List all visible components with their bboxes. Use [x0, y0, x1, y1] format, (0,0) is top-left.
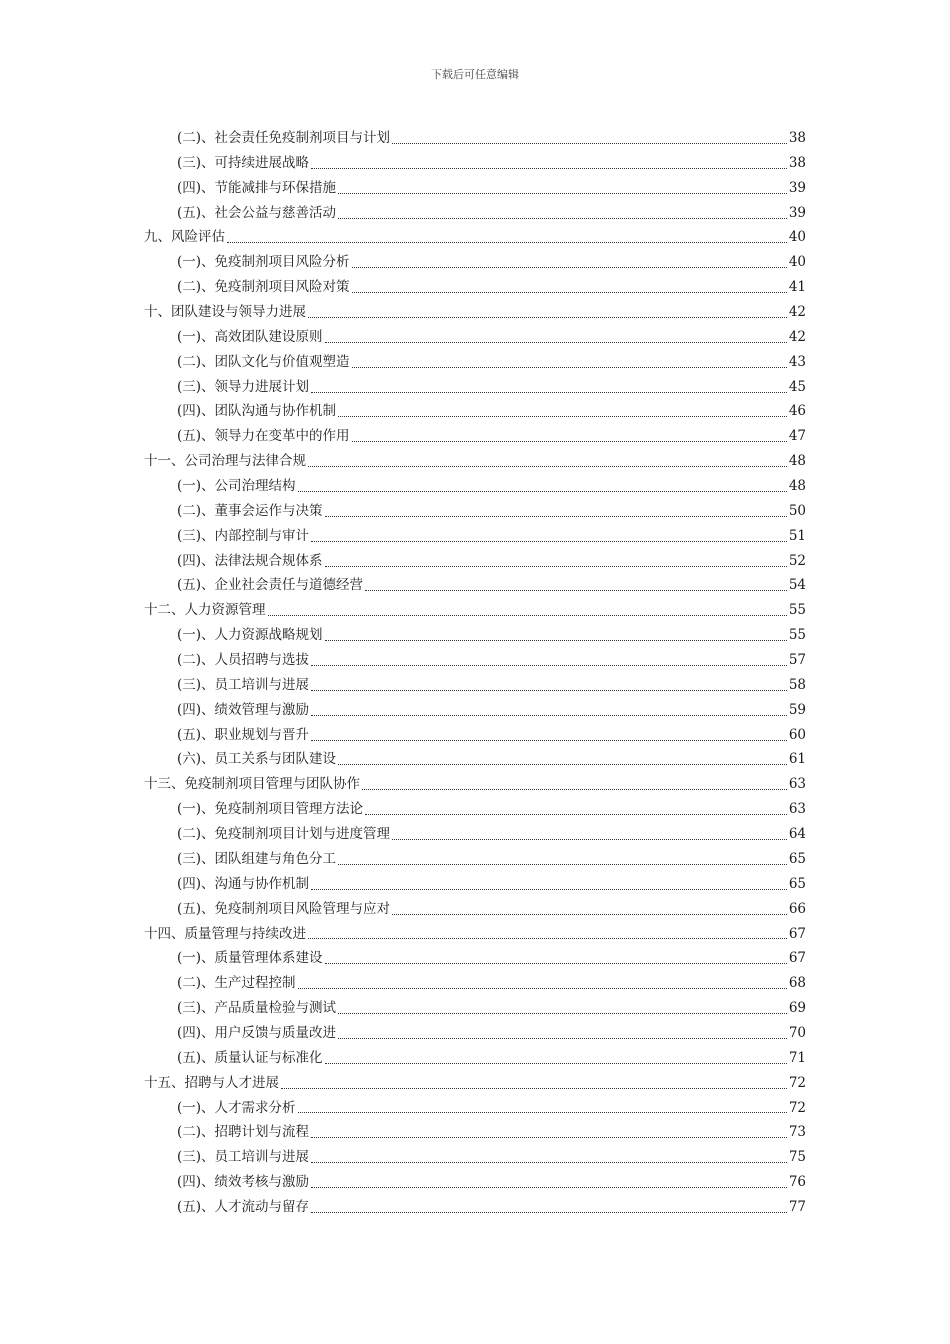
toc-section-entry[interactable]	[144, 648, 806, 673]
toc-entry-title: (三)、员工培训与进展	[177, 676, 310, 693]
toc-entry-title: (五)、质量认证与标准化	[177, 1049, 323, 1066]
toc-section-entry[interactable]	[144, 549, 806, 574]
toc-section-entry[interactable]	[144, 1120, 806, 1145]
toc-entry-page-number: 75	[788, 1149, 806, 1166]
dot-leader	[338, 764, 787, 765]
toc-entry-title: (二)、招聘计划与流程	[177, 1124, 310, 1141]
toc-section-entry[interactable]	[144, 1195, 806, 1220]
toc-entry-title: (五)、企业社会责任与道德经营	[177, 577, 364, 594]
toc-entry-page-number: 48	[788, 478, 806, 495]
dot-leader	[298, 988, 787, 989]
toc-section-entry[interactable]	[144, 250, 806, 275]
dot-leader	[298, 491, 787, 492]
dot-leader	[298, 1112, 787, 1113]
toc-entry-page-number: 57	[788, 652, 806, 669]
toc-entry-title: 十五、招聘与人才进展	[144, 1074, 279, 1091]
toc-entry-page-number: 55	[788, 602, 806, 619]
dot-leader	[311, 1187, 787, 1188]
dot-leader	[311, 168, 787, 169]
toc-entry-page-number: 65	[788, 875, 806, 892]
toc-entry-title: (一)、免疫制剂项目管理方法论	[177, 801, 364, 818]
toc-entry-page-number: 51	[788, 527, 806, 544]
toc-section-entry[interactable]	[144, 126, 806, 151]
dot-leader	[311, 665, 787, 666]
toc-section-entry[interactable]	[144, 524, 806, 549]
toc-chapter-entry[interactable]	[144, 300, 806, 325]
toc-entry-page-number: 48	[788, 453, 806, 470]
toc-section-entry[interactable]	[144, 151, 806, 176]
toc-chapter-entry[interactable]	[144, 1071, 806, 1096]
toc-entry-title: (一)、质量管理体系建设	[177, 950, 323, 967]
toc-entry-title: 十一、公司治理与法律合规	[144, 453, 306, 470]
toc-entry-page-number: 55	[788, 627, 806, 644]
toc-entry-page-number: 46	[788, 403, 806, 420]
toc-section-entry[interactable]	[144, 350, 806, 375]
dot-leader	[338, 1038, 787, 1039]
dot-leader	[352, 441, 787, 442]
toc-entry-page-number: 54	[788, 577, 806, 594]
dot-leader	[392, 839, 787, 840]
toc-entry-title: (三)、可持续进展战略	[177, 154, 310, 171]
toc-chapter-entry[interactable]	[144, 772, 806, 797]
toc-entry-page-number: 42	[788, 328, 806, 345]
toc-section-entry[interactable]	[144, 673, 806, 698]
dot-leader	[311, 1137, 787, 1138]
toc-entry-page-number: 71	[788, 1049, 806, 1066]
toc-entry-title: (二)、免疫制剂项目计划与进度管理	[177, 826, 391, 843]
toc-entry-title: (一)、公司治理结构	[177, 478, 296, 495]
toc-entry-page-number: 65	[788, 850, 806, 867]
toc-entry-title: (五)、领导力在变革中的作用	[177, 428, 350, 445]
toc-entry-page-number: 73	[788, 1124, 806, 1141]
toc-chapter-entry[interactable]	[144, 598, 806, 623]
toc-entry-title: (四)、法律法规合规体系	[177, 552, 323, 569]
dot-leader	[308, 317, 787, 318]
toc-entry-page-number: 63	[788, 776, 806, 793]
toc-entry-page-number: 39	[788, 179, 806, 196]
toc-entry-title: (二)、免疫制剂项目风险对策	[177, 279, 350, 296]
toc-entry-title: (一)、免疫制剂项目风险分析	[177, 254, 350, 271]
toc-entry-title: (二)、董事会运作与决策	[177, 502, 323, 519]
toc-section-entry[interactable]	[144, 797, 806, 822]
toc-section-entry[interactable]	[144, 573, 806, 598]
toc-entry-page-number: 41	[788, 279, 806, 296]
toc-section-entry[interactable]	[144, 375, 806, 400]
dot-leader	[338, 218, 787, 219]
toc-section-entry[interactable]	[144, 747, 806, 772]
toc-entry-page-number: 77	[788, 1198, 806, 1215]
toc-entry-title: (四)、团队沟通与协作机制	[177, 403, 337, 420]
dot-leader	[338, 416, 787, 417]
toc-entry-title: (一)、人才需求分析	[177, 1099, 296, 1116]
toc-entry-title: (四)、沟通与协作机制	[177, 875, 310, 892]
toc-section-entry[interactable]	[144, 1021, 806, 1046]
table-of-contents	[144, 126, 806, 1220]
toc-entry-title: 十、团队建设与领导力进展	[144, 304, 306, 321]
toc-entry-page-number: 60	[788, 726, 806, 743]
toc-entry-title: (二)、团队文化与价值观塑造	[177, 353, 350, 370]
dot-leader	[311, 889, 787, 890]
toc-section-entry[interactable]	[144, 897, 806, 922]
toc-entry-page-number: 52	[788, 552, 806, 569]
toc-section-entry[interactable]	[144, 1170, 806, 1195]
dot-leader	[325, 566, 787, 567]
dot-leader	[325, 516, 787, 517]
toc-entry-page-number: 50	[788, 502, 806, 519]
toc-section-entry[interactable]	[144, 176, 806, 201]
dot-leader	[311, 1212, 787, 1213]
toc-section-entry[interactable]	[144, 325, 806, 350]
dot-leader	[338, 864, 787, 865]
toc-section-entry[interactable]	[144, 996, 806, 1021]
dot-leader	[392, 143, 787, 144]
dot-leader	[227, 242, 787, 243]
toc-section-entry[interactable]	[144, 723, 806, 748]
toc-entry-page-number: 58	[788, 676, 806, 693]
dot-leader	[311, 715, 787, 716]
toc-entry-title: (四)、用户反馈与质量改进	[177, 1024, 337, 1041]
dot-leader	[362, 789, 787, 790]
toc-section-entry[interactable]	[144, 275, 806, 300]
dot-leader	[338, 1013, 787, 1014]
toc-entry-page-number: 45	[788, 378, 806, 395]
toc-entry-page-number: 67	[788, 950, 806, 967]
dot-leader	[311, 541, 787, 542]
toc-entry-title: (三)、员工培训与进展	[177, 1149, 310, 1166]
dot-leader	[365, 590, 787, 591]
toc-entry-page-number: 72	[788, 1074, 806, 1091]
toc-entry-title: (三)、领导力进展计划	[177, 378, 310, 395]
toc-section-entry[interactable]	[144, 424, 806, 449]
toc-entry-page-number: 42	[788, 304, 806, 321]
toc-section-entry[interactable]	[144, 971, 806, 996]
dot-leader	[311, 392, 787, 393]
toc-section-entry[interactable]	[144, 822, 806, 847]
toc-entry-page-number: 70	[788, 1024, 806, 1041]
toc-entry-page-number: 64	[788, 826, 806, 843]
dot-leader	[268, 615, 787, 616]
toc-entry-title: (三)、团队组建与角色分工	[177, 850, 337, 867]
toc-section-entry[interactable]	[144, 201, 806, 226]
toc-section-entry[interactable]	[144, 399, 806, 424]
dot-leader	[352, 292, 787, 293]
toc-entry-page-number: 47	[788, 428, 806, 445]
toc-entry-title: (五)、人才流动与留存	[177, 1198, 310, 1215]
toc-section-entry[interactable]	[144, 1145, 806, 1170]
toc-chapter-entry[interactable]	[144, 922, 806, 947]
dot-leader	[308, 466, 787, 467]
toc-section-entry[interactable]	[144, 946, 806, 971]
dot-leader	[311, 1162, 787, 1163]
toc-entry-title: (三)、内部控制与审计	[177, 527, 310, 544]
toc-entry-page-number: 69	[788, 1000, 806, 1017]
dot-leader	[365, 814, 787, 815]
dot-leader	[392, 914, 787, 915]
toc-entry-page-number: 38	[788, 130, 806, 146]
toc-entry-title: (二)、生产过程控制	[177, 975, 296, 992]
dot-leader	[281, 1088, 787, 1089]
dot-leader	[338, 193, 787, 194]
page-header: 下载后可任意编辑	[431, 68, 519, 81]
toc-entry-title: (三)、产品质量检验与测试	[177, 1000, 337, 1017]
toc-section-entry[interactable]	[144, 474, 806, 499]
dot-leader	[325, 1063, 787, 1064]
toc-entry-page-number: 38	[788, 154, 806, 171]
toc-entry-page-number: 66	[788, 900, 806, 917]
toc-entry-page-number: 67	[788, 925, 806, 942]
toc-section-entry[interactable]	[144, 872, 806, 897]
toc-entry-page-number: 63	[788, 801, 806, 818]
dot-leader	[325, 640, 787, 641]
toc-chapter-entry[interactable]	[144, 449, 806, 474]
toc-entry-page-number: 40	[788, 229, 806, 246]
toc-section-entry[interactable]	[144, 698, 806, 723]
toc-entry-page-number: 61	[788, 751, 806, 768]
toc-entry-title: (六)、员工关系与团队建设	[177, 751, 337, 768]
toc-entry-page-number: 39	[788, 204, 806, 221]
toc-entry-title: (四)、节能减排与环保措施	[177, 179, 337, 196]
toc-entry-page-number: 59	[788, 701, 806, 718]
toc-entry-title: (四)、绩效考核与激励	[177, 1174, 310, 1191]
toc-entry-page-number: 40	[788, 254, 806, 271]
toc-entry-title: (二)、社会责任免疫制剂项目与计划	[177, 130, 391, 146]
toc-entry-title: (四)、绩效管理与激励	[177, 701, 310, 718]
dot-leader	[325, 342, 787, 343]
toc-entry-title: (二)、人员招聘与选拔	[177, 652, 310, 669]
toc-section-entry[interactable]	[144, 847, 806, 872]
dot-leader	[311, 740, 787, 741]
toc-entry-title: 十三、免疫制剂项目管理与团队协作	[144, 776, 360, 793]
toc-section-entry[interactable]	[144, 499, 806, 524]
toc-entry-title: 十二、人力资源管理	[144, 602, 266, 619]
toc-entry-title: (一)、人力资源战略规划	[177, 627, 323, 644]
toc-entry-page-number: 76	[788, 1174, 806, 1191]
toc-entry-title: (五)、免疫制剂项目风险管理与应对	[177, 900, 391, 917]
toc-chapter-entry[interactable]	[144, 225, 806, 250]
toc-section-entry[interactable]	[144, 623, 806, 648]
toc-entry-page-number: 72	[788, 1099, 806, 1116]
toc-entry-title: (一)、高效团队建设原则	[177, 328, 323, 345]
toc-entry-title: (五)、社会公益与慈善活动	[177, 204, 337, 221]
toc-section-entry[interactable]	[144, 1046, 806, 1071]
toc-entry-title: 九、风险评估	[144, 229, 225, 246]
toc-entry-page-number: 43	[788, 353, 806, 370]
dot-leader	[352, 367, 787, 368]
dot-leader	[325, 963, 787, 964]
dot-leader	[311, 690, 787, 691]
toc-entry-title: 十四、质量管理与持续改进	[144, 925, 306, 942]
toc-entry-page-number: 68	[788, 975, 806, 992]
toc-section-entry[interactable]	[144, 1096, 806, 1121]
toc-entry-title: (五)、职业规划与晋升	[177, 726, 310, 743]
dot-leader	[352, 267, 787, 268]
dot-leader	[308, 938, 787, 939]
